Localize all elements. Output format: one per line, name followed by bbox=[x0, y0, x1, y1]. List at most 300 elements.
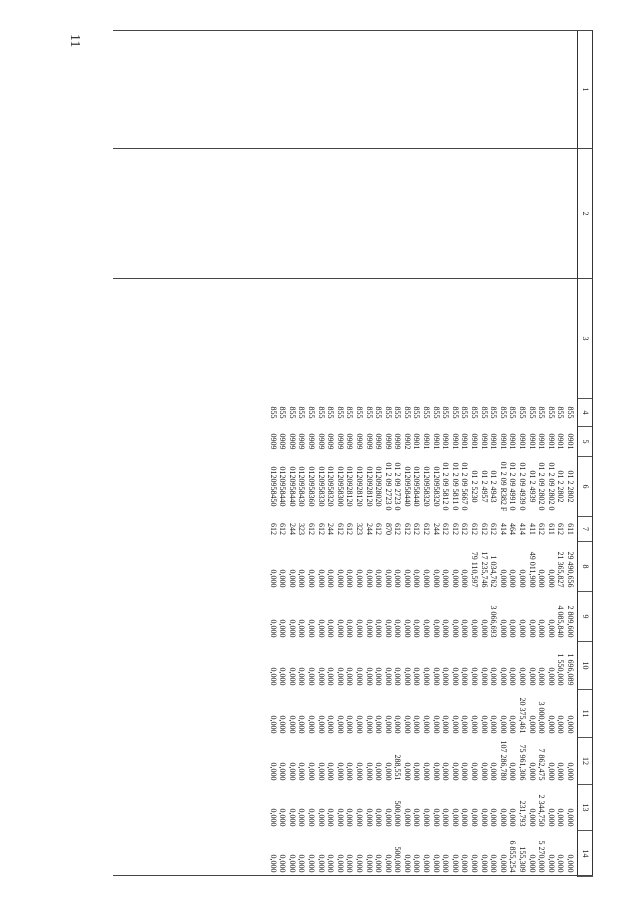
table-row bbox=[537, 31, 547, 877]
table-cell-col-14: 0,000 bbox=[470, 854, 480, 873]
table-cell-col-12: 0,000 bbox=[508, 762, 518, 781]
table-cell-col-4: 855 bbox=[566, 406, 575, 419]
table-row bbox=[335, 31, 345, 877]
table-cell-col-2 bbox=[268, 149, 278, 279]
table-cell-col-6: 01 2 09 2802 0 bbox=[546, 462, 556, 511]
table-body bbox=[268, 31, 578, 877]
table-cell-col-10: 0,000 bbox=[345, 667, 355, 686]
table-cell-col-5: 0901 bbox=[479, 433, 489, 450]
table-cell-col-7: 612 bbox=[450, 523, 460, 535]
table-cell-col-7: 612 bbox=[441, 523, 451, 535]
table-cell-col-6: 0120928120 bbox=[364, 466, 374, 507]
table-cell-col-4: 855 bbox=[470, 406, 480, 419]
table-cell-col-4: 855 bbox=[431, 406, 441, 419]
table-row bbox=[412, 31, 422, 877]
table-cell-col-6: 0120958440 bbox=[402, 466, 412, 507]
table-cell-col-2 bbox=[527, 149, 537, 279]
table-cell-col-13: 0,000 bbox=[412, 808, 422, 827]
table-cell-col-8: 0,000 bbox=[460, 569, 470, 588]
table-cell-col-14: 0,000 bbox=[441, 854, 451, 873]
table-cell-col-5: 0909 bbox=[345, 433, 355, 450]
table-cell-col-9: 0,000 bbox=[306, 619, 316, 638]
table-cell-col-6: 0120958440 bbox=[287, 466, 297, 507]
table-cell-col-8: 21 365,827 bbox=[556, 551, 566, 588]
table-cell-col-11: 0,000 bbox=[364, 715, 374, 734]
table-cell-col-6: 01 2 09 5812 0 bbox=[441, 462, 451, 511]
table-cell-col-7: 244 bbox=[287, 523, 297, 535]
table-cell-col-5: 0901 bbox=[412, 433, 422, 450]
table-cell-col-8: 0,000 bbox=[297, 569, 307, 588]
table-cell-col-12: 0,000 bbox=[383, 762, 393, 781]
table-cell-col-12: 0,000 bbox=[287, 762, 297, 781]
table-cell-col-3 bbox=[326, 279, 336, 399]
table-cell-col-5: 0901 bbox=[431, 433, 441, 450]
column-header-12: 12 bbox=[578, 738, 593, 785]
table-cell-col-9: 0,000 bbox=[518, 619, 528, 638]
table-cell-col-10: 0,000 bbox=[450, 667, 460, 686]
table-cell-col-12: 0,000 bbox=[460, 762, 470, 781]
table-cell-col-6: 01 2 09 4939 0 bbox=[518, 462, 528, 511]
table-cell-col-8: 0,000 bbox=[345, 569, 355, 588]
table-cell-col-8: 0,000 bbox=[364, 569, 374, 588]
table-cell-col-8: 0,000 bbox=[287, 569, 297, 588]
table-cell-col-11: 0,000 bbox=[546, 715, 556, 734]
table-row bbox=[450, 31, 460, 877]
table-cell-col-4: 855 bbox=[287, 406, 297, 419]
table-cell-col-11: 0,000 bbox=[326, 715, 336, 734]
table-cell-col-10: 0,000 bbox=[441, 667, 451, 686]
table-cell-col-8: 0,000 bbox=[268, 569, 278, 588]
table-cell-col-13: 0,000 bbox=[527, 808, 537, 827]
table-cell-col-6: 01 2 4943 bbox=[489, 470, 499, 503]
table-cell-col-5: 0909 bbox=[354, 433, 364, 450]
budget-table bbox=[268, 30, 593, 877]
table-cell-col-4: 855 bbox=[422, 406, 432, 419]
column-header-13: 13 bbox=[578, 785, 593, 831]
table-cell-col-12: 0,000 bbox=[326, 762, 336, 781]
table-cell-col-11: 0,000 bbox=[527, 715, 537, 734]
table-cell-col-6: 01 2 09 4991 0 bbox=[508, 462, 518, 511]
table-cell-col-13: 0,000 bbox=[566, 808, 575, 827]
table-cell-col-14: 0,000 bbox=[326, 854, 336, 873]
table-cell-col-4: 855 bbox=[364, 406, 374, 419]
table-cell-col-9: 0,000 bbox=[422, 619, 432, 638]
table-cell-col-2 bbox=[383, 149, 393, 279]
table-cell-col-10: 0,000 bbox=[412, 667, 422, 686]
table-cell-col-6: 0120958430 bbox=[297, 466, 307, 507]
table-cell-col-12: 0,000 bbox=[335, 762, 345, 781]
table-cell-col-5: 0909 bbox=[297, 433, 307, 450]
table-cell-col-2 bbox=[565, 149, 577, 279]
table-cell-col-2 bbox=[393, 149, 403, 279]
table-row bbox=[326, 31, 336, 877]
table-cell-col-10: 0,000 bbox=[508, 667, 518, 686]
table-cell-col-5: 0901 bbox=[546, 433, 556, 450]
table-cell-col-4: 855 bbox=[489, 406, 499, 419]
table-cell-col-13: 0,000 bbox=[354, 808, 364, 827]
table-cell-col-7: 612 bbox=[374, 523, 384, 535]
table-cell-col-4: 855 bbox=[441, 406, 451, 419]
table-cell-col-10: 0,000 bbox=[537, 667, 547, 686]
table-cell-col-6: 01 2 09 5811 0 bbox=[450, 462, 460, 511]
table-row bbox=[508, 31, 518, 877]
table-row bbox=[364, 31, 374, 877]
table-cell-col-6: 0120928020 bbox=[374, 466, 384, 507]
table-cell-col-4: 855 bbox=[556, 406, 566, 419]
table-cell-col-5: 0901 bbox=[450, 433, 460, 450]
table-cell-col-14: 0,000 bbox=[354, 854, 364, 873]
table-cell-col-8: 0,000 bbox=[546, 569, 556, 588]
table-cell-col-5: 0909 bbox=[383, 433, 393, 450]
table-cell-col-11: 0,000 bbox=[450, 715, 460, 734]
table-cell-col-8: 0,000 bbox=[450, 569, 460, 588]
table-cell-col-5: 0901 bbox=[566, 433, 575, 450]
table-cell-col-13: 0,000 bbox=[422, 808, 432, 827]
table-cell-col-12: 0,000 bbox=[556, 762, 566, 781]
table-cell-col-5: 0901 bbox=[470, 433, 480, 450]
table-cell-col-9: 0,000 bbox=[508, 619, 518, 638]
table-cell-col-6: 01 2 2802 bbox=[556, 470, 566, 503]
table-cell-col-3 bbox=[441, 279, 451, 399]
table-cell-col-3 bbox=[278, 279, 288, 399]
table-cell-col-10: 1 550,000 bbox=[556, 653, 566, 686]
table-cell-col-9: 0,000 bbox=[441, 619, 451, 638]
table-cell-col-9: 0,000 bbox=[354, 619, 364, 638]
table-cell-col-10: 0,000 bbox=[383, 667, 393, 686]
table-cell-col-14: 0,000 bbox=[374, 854, 384, 873]
table-cell-col-7: 612 bbox=[460, 523, 470, 535]
table-cell-col-12: 0,000 bbox=[479, 762, 489, 781]
table-cell-col-7: 244 bbox=[431, 523, 441, 535]
table-cell-col-3 bbox=[316, 279, 326, 399]
table-cell-col-12: 0,000 bbox=[278, 762, 288, 781]
table-cell-col-13: 0,000 bbox=[326, 808, 336, 827]
table-cell-col-12: 0,000 bbox=[268, 762, 278, 781]
table-cell-col-13: 0,000 bbox=[431, 808, 441, 827]
table-header bbox=[578, 31, 593, 877]
table-cell-col-9: 0,000 bbox=[546, 619, 556, 638]
table-cell-col-4: 855 bbox=[412, 406, 422, 419]
table-cell-col-13: 0,000 bbox=[297, 808, 307, 827]
table-row bbox=[393, 31, 403, 877]
table-cell-col-7: 612 bbox=[345, 523, 355, 535]
table-cell-col-1 bbox=[431, 31, 441, 149]
table-row bbox=[402, 31, 412, 877]
table-right-border bbox=[113, 875, 593, 876]
table-cell-col-7: 612 bbox=[470, 523, 480, 535]
table-cell-col-12: 0,000 bbox=[431, 762, 441, 781]
table-cell-col-3 bbox=[565, 279, 577, 399]
table-cell-col-1 bbox=[469, 31, 479, 149]
table-cell-col-12: 0,000 bbox=[297, 762, 307, 781]
table-cell-col-14: 5 270,000 bbox=[537, 840, 547, 873]
table-cell-col-13: 0,000 bbox=[364, 808, 374, 827]
table-cell-col-6: 0120958440 bbox=[278, 466, 288, 507]
table-cell-col-1 bbox=[537, 31, 547, 149]
table-cell-col-1 bbox=[383, 31, 393, 149]
table-cell-col-7: 464 bbox=[508, 523, 518, 535]
table-cell-col-10: 0,000 bbox=[460, 667, 470, 686]
table-cell-col-4: 855 bbox=[326, 406, 336, 419]
table-cell-col-1 bbox=[316, 31, 326, 149]
table-cell-col-12: 0,000 bbox=[489, 762, 499, 781]
table-cell-col-2 bbox=[441, 149, 451, 279]
table-cell-col-11: 0,000 bbox=[306, 715, 316, 734]
table-cell-col-6: 0120958300 bbox=[335, 466, 345, 507]
table-cell-col-2 bbox=[374, 149, 384, 279]
table-cell-col-3 bbox=[393, 279, 403, 399]
table-cell-col-10: 0,000 bbox=[354, 667, 364, 686]
table-cell-col-6: 0120928120 bbox=[354, 466, 364, 507]
table-row bbox=[422, 31, 432, 877]
column-header-5: 5 bbox=[578, 427, 593, 457]
table-row bbox=[527, 31, 537, 877]
table-cell-col-4: 855 bbox=[316, 406, 326, 419]
table-cell-col-1 bbox=[441, 31, 451, 149]
table-cell-col-7: 612 bbox=[335, 523, 345, 535]
table-row bbox=[546, 31, 556, 877]
table-cell-col-6: 01 2 2802 bbox=[566, 470, 575, 503]
table-cell-col-2 bbox=[354, 149, 364, 279]
table-cell-col-6: 0120928120 bbox=[345, 466, 355, 507]
table-cell-col-14: 0,000 bbox=[345, 854, 355, 873]
table-cell-col-14: 0,000 bbox=[566, 854, 575, 873]
table-cell-col-1 bbox=[508, 31, 518, 149]
table-cell-col-7: 612 bbox=[278, 523, 288, 535]
table-cell-col-9: 0,000 bbox=[297, 619, 307, 638]
table-cell-col-7: 612 bbox=[268, 523, 278, 535]
table-cell-col-10: 0,000 bbox=[393, 667, 403, 686]
column-header-1: 1 bbox=[578, 31, 593, 149]
table-cell-col-5: 0901 bbox=[527, 433, 537, 450]
table-cell-col-14: 0,000 bbox=[287, 854, 297, 873]
table-cell-col-9: 0,000 bbox=[527, 619, 537, 638]
table-cell-col-3 bbox=[345, 279, 355, 399]
table-cell-col-2 bbox=[287, 149, 297, 279]
table-cell-col-5: 0901 bbox=[556, 433, 566, 450]
column-header-3: 3 bbox=[578, 279, 593, 399]
table-cell-col-5: 0909 bbox=[316, 433, 326, 450]
table-cell-col-6: 01 2 09 2723 0 bbox=[393, 462, 403, 511]
table-cell-col-9: 0,000 bbox=[316, 619, 326, 638]
table-cell-col-10: 0,000 bbox=[364, 667, 374, 686]
table-cell-col-8: 0,000 bbox=[335, 569, 345, 588]
table-cell-col-4: 855 bbox=[479, 406, 489, 419]
table-cell-col-3 bbox=[364, 279, 374, 399]
table-cell-col-13: 0,000 bbox=[278, 808, 288, 827]
table-cell-col-5: 0902 bbox=[402, 433, 412, 450]
table-cell-col-6: 01 2 4957 bbox=[479, 470, 489, 503]
table-cell-col-14: 155,309 bbox=[518, 846, 528, 873]
table-cell-col-6: 0120958360 bbox=[306, 466, 316, 507]
table-cell-col-9: 3 066,693 bbox=[489, 605, 499, 638]
table-cell-col-6: 01 2 4939 bbox=[527, 470, 537, 503]
table-cell-col-2 bbox=[345, 149, 355, 279]
table-cell-col-13: 231,793 bbox=[518, 800, 528, 827]
table-cell-col-13: 0,000 bbox=[460, 808, 470, 827]
table-cell-col-10: 0,000 bbox=[479, 667, 489, 686]
column-header-8: 8 bbox=[578, 542, 593, 592]
table-cell-col-14: 0,000 bbox=[431, 854, 441, 873]
table-row bbox=[306, 31, 316, 877]
table-cell-col-4: 855 bbox=[450, 406, 460, 419]
header-row bbox=[578, 31, 593, 877]
table-cell-col-8: 0,000 bbox=[422, 569, 432, 588]
table-cell-col-6: 01 2 09 R382 F bbox=[498, 461, 508, 512]
table-cell-col-9: 0,000 bbox=[335, 619, 345, 638]
table-cell-col-3 bbox=[469, 279, 479, 399]
table-cell-col-13: 0,000 bbox=[335, 808, 345, 827]
table-cell-col-9: 0,000 bbox=[374, 619, 384, 638]
table-cell-col-12: 0,000 bbox=[345, 762, 355, 781]
table-cell-col-7: 612 bbox=[479, 523, 489, 535]
table-cell-col-3 bbox=[508, 279, 518, 399]
table-cell-col-12: 107 286,780 bbox=[498, 740, 508, 781]
table-cell-col-14: 6 855,254 bbox=[508, 840, 518, 873]
table-cell-col-7: 612 bbox=[402, 523, 412, 535]
table-cell-col-10: 0,000 bbox=[527, 667, 537, 686]
table-cell-col-1 bbox=[297, 31, 307, 149]
table-cell-col-12: 0,000 bbox=[354, 762, 364, 781]
table-cell-col-11: 0,000 bbox=[316, 715, 326, 734]
table-cell-col-11: 0,000 bbox=[498, 715, 508, 734]
table-cell-col-7: 612 bbox=[316, 523, 326, 535]
table-cell-col-4: 855 bbox=[297, 406, 307, 419]
table-cell-col-9: 0,000 bbox=[470, 619, 480, 638]
table-cell-col-5: 0901 bbox=[498, 433, 508, 450]
table-cell-col-7: 414 bbox=[518, 523, 528, 535]
table-cell-col-12: 0,000 bbox=[422, 762, 432, 781]
table-cell-col-14: 0,000 bbox=[306, 854, 316, 873]
table-cell-col-8: 0,000 bbox=[278, 569, 288, 588]
table-cell-col-2 bbox=[422, 149, 432, 279]
table-cell-col-5: 0909 bbox=[268, 433, 278, 450]
table-cell-col-4: 855 bbox=[374, 406, 384, 419]
table-cell-col-6: 0120958320 bbox=[431, 466, 441, 507]
table-cell-col-5: 0901 bbox=[518, 433, 528, 450]
table-cell-col-7: 323 bbox=[354, 523, 364, 535]
table-cell-col-8: 0,000 bbox=[441, 569, 451, 588]
table-cell-col-8: 0,000 bbox=[374, 569, 384, 588]
table-cell-col-11: 0,000 bbox=[422, 715, 432, 734]
table-cell-col-3 bbox=[450, 279, 460, 399]
table-cell-col-2 bbox=[364, 149, 374, 279]
table-cell-col-13: 0,000 bbox=[402, 808, 412, 827]
table-cell-col-4: 855 bbox=[268, 406, 278, 419]
table-cell-col-12: 0,000 bbox=[306, 762, 316, 781]
column-header-4: 4 bbox=[578, 399, 593, 427]
table-cell-col-10: 0,000 bbox=[335, 667, 345, 686]
table-cell-col-13: 0,000 bbox=[374, 808, 384, 827]
table-cell-col-4: 855 bbox=[354, 406, 364, 419]
table-cell-col-8: 0,000 bbox=[537, 569, 547, 588]
table-cell-col-9: 0,000 bbox=[460, 619, 470, 638]
table-cell-col-6: 0120958320 bbox=[326, 466, 336, 507]
table-cell-col-3 bbox=[306, 279, 316, 399]
table-row bbox=[316, 31, 326, 877]
table-cell-col-1 bbox=[498, 31, 508, 149]
table-cell-col-14: 0,000 bbox=[527, 854, 537, 873]
table-cell-col-7: 612 bbox=[489, 523, 499, 535]
rotated-table-container bbox=[113, 30, 593, 876]
table-cell-col-12: 0,000 bbox=[450, 762, 460, 781]
table-cell-col-6: 0120958320 bbox=[422, 466, 432, 507]
table-cell-col-13: 0,000 bbox=[316, 808, 326, 827]
table-cell-col-1 bbox=[335, 31, 345, 149]
table-cell-col-11: 0,000 bbox=[556, 715, 566, 734]
table-cell-col-11: 0,000 bbox=[431, 715, 441, 734]
column-header-7: 7 bbox=[578, 517, 593, 542]
table-cell-col-7: 612 bbox=[422, 523, 432, 535]
table-cell-col-10: 0,000 bbox=[278, 667, 288, 686]
table-cell-col-8: 49 011,900 bbox=[527, 551, 537, 588]
table-cell-col-11: 20 375,461 bbox=[518, 697, 528, 734]
table-cell-col-11: 0,000 bbox=[354, 715, 364, 734]
table-cell-col-11: 0,000 bbox=[287, 715, 297, 734]
table-cell-col-11: 0,000 bbox=[402, 715, 412, 734]
table-cell-col-1 bbox=[479, 31, 489, 149]
table-cell-col-9: 0,000 bbox=[383, 619, 393, 638]
table-cell-col-8: 0,000 bbox=[316, 569, 326, 588]
table-row bbox=[268, 31, 278, 877]
table-cell-col-6: 01 2 09 2802 0 bbox=[537, 462, 547, 511]
table-cell-col-14: 0,000 bbox=[268, 854, 278, 873]
table-cell-col-1 bbox=[326, 31, 336, 149]
table-cell-col-8: 0,000 bbox=[431, 569, 441, 588]
table-cell-col-1 bbox=[517, 31, 527, 149]
table-cell-col-3 bbox=[527, 279, 537, 399]
table-cell-col-7: 244 bbox=[326, 523, 336, 535]
table-cell-col-12: 288,551 bbox=[393, 754, 403, 781]
table-cell-col-10: 0,000 bbox=[498, 667, 508, 686]
table-cell-col-10: 0,000 bbox=[470, 667, 480, 686]
table-cell-col-3 bbox=[517, 279, 527, 399]
page-number: 11 bbox=[67, 34, 82, 48]
table-cell-col-11: 0,000 bbox=[297, 715, 307, 734]
table-cell-col-8: 0,000 bbox=[306, 569, 316, 588]
table-cell-col-4: 855 bbox=[537, 406, 547, 419]
table-cell-col-11: 0,000 bbox=[335, 715, 345, 734]
table-cell-col-12: 0,000 bbox=[316, 762, 326, 781]
table-cell-col-13: 0,000 bbox=[479, 808, 489, 827]
table-cell-col-8: 0,000 bbox=[354, 569, 364, 588]
table-cell-col-1 bbox=[364, 31, 374, 149]
table-cell-col-9: 0,000 bbox=[537, 619, 547, 638]
table-cell-col-2 bbox=[335, 149, 345, 279]
table-cell-col-9: 4 085,840 bbox=[556, 605, 566, 638]
table-cell-col-13: 0,000 bbox=[268, 808, 278, 827]
table-row bbox=[383, 31, 393, 877]
table-cell-col-5: 0909 bbox=[374, 433, 384, 450]
table-cell-col-10: 1 696,089 bbox=[566, 653, 575, 686]
table-cell-col-3 bbox=[383, 279, 393, 399]
table-cell-col-14: 0,000 bbox=[422, 854, 432, 873]
table-cell-col-8: 79 110,597 bbox=[470, 551, 480, 588]
table-cell-col-6: 0120958440 bbox=[412, 466, 422, 507]
table-cell-col-14: 0,000 bbox=[450, 854, 460, 873]
table-cell-col-3 bbox=[354, 279, 364, 399]
table-cell-col-2 bbox=[489, 149, 499, 279]
table-cell-col-2 bbox=[537, 149, 547, 279]
table-cell-col-9: 0,000 bbox=[450, 619, 460, 638]
table-cell-col-13: 0,000 bbox=[470, 808, 480, 827]
table-cell-col-1 bbox=[287, 31, 297, 149]
table-cell-col-8: 0,000 bbox=[393, 569, 403, 588]
table-cell-col-9: 0,000 bbox=[345, 619, 355, 638]
table-cell-col-14: 0,000 bbox=[412, 854, 422, 873]
table-cell-col-8: 0,000 bbox=[508, 569, 518, 588]
table-cell-col-2 bbox=[508, 149, 518, 279]
